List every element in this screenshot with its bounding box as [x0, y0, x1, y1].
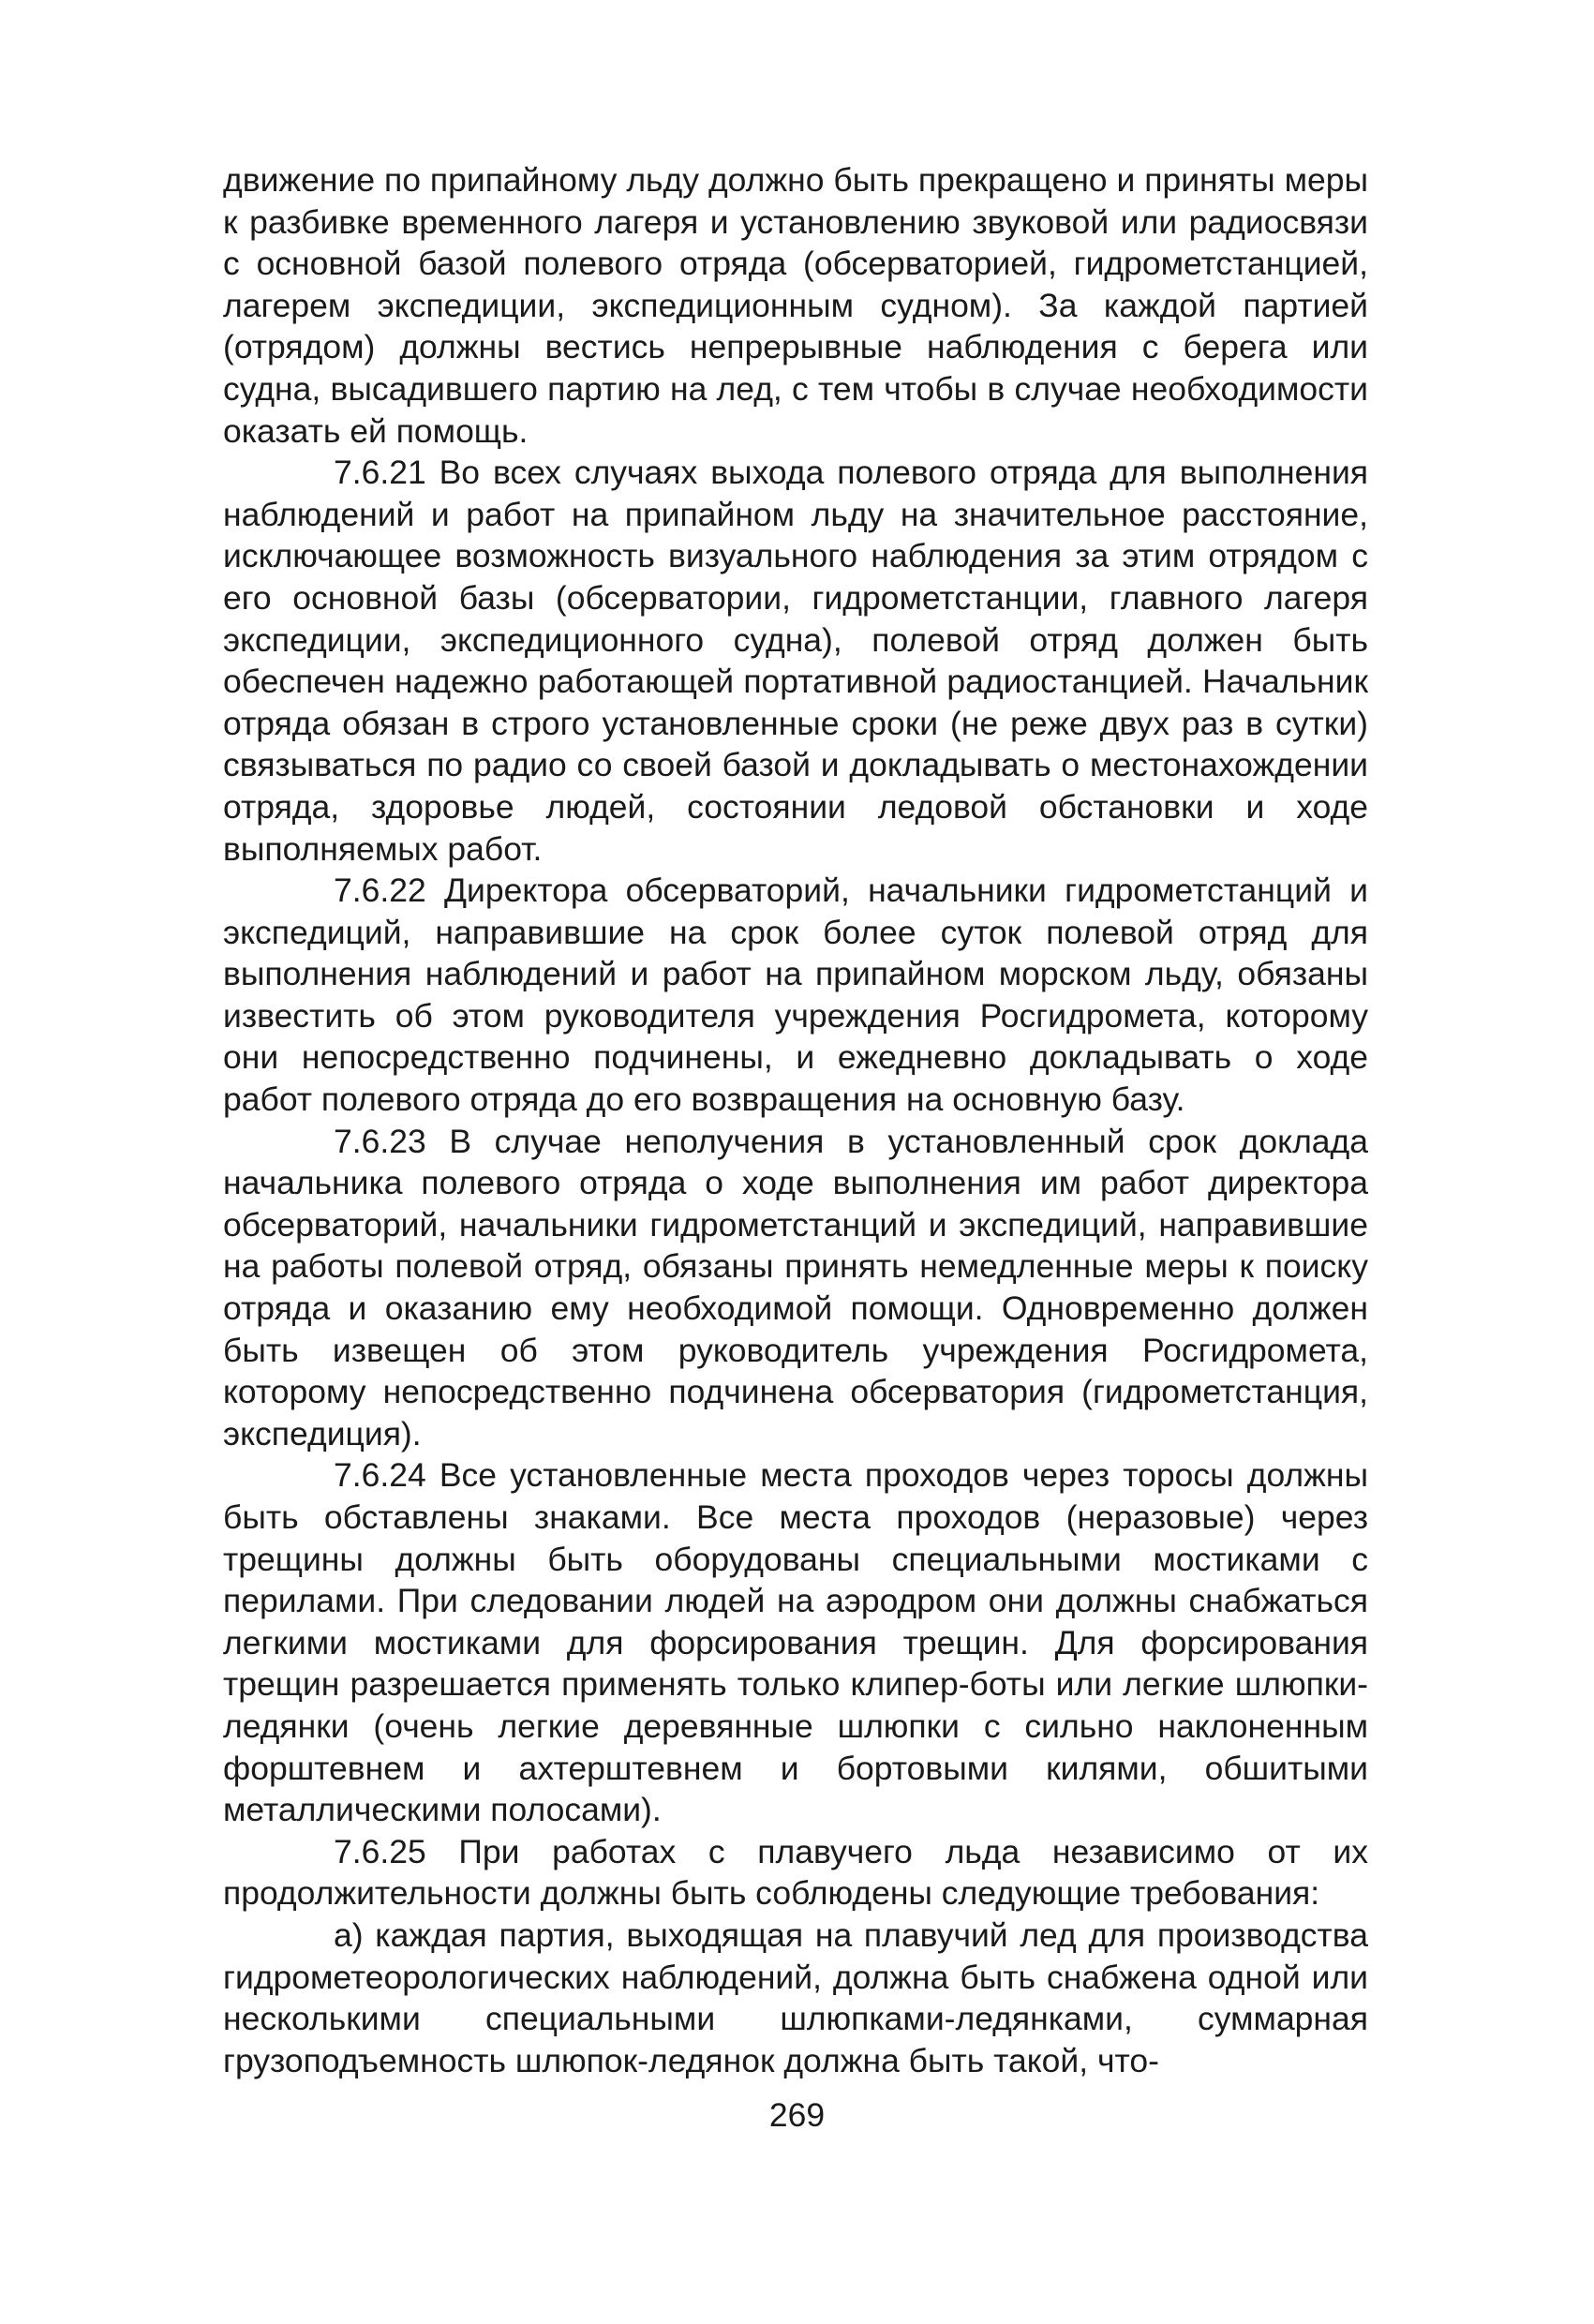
paragraph-7-6-21: 7.6.21 Во всех случаях выхода полевого отряда для выполнения наблюдений и работ на припайном льду на значительное расстояние, исключающее возможность визуального наблюдения за этим отрядом с его основной базы (обсерватории, гидрометстанции, главного лагеря экспедиции, экспедиционного судна), полевой отряд должен быть обеспечен надежно работающей портативной радиостанцией. Начальник отряда обязан в строго установленные сроки (не реже двух раз в сутки) связываться по радио со своей базой и докладывать о местонахождении отряда, здоровье людей, состоянии ледовой обстановки и ходе выполняемых работ.: [223, 454, 1368, 868]
paragraph-7-6-23: 7.6.23 В случае неполучения в установленный срок доклада начальника полевого отряда о ходе выполнения им работ директора обсерваторий, начальники гидрометстанций и экспедиций, направившие на работы полевой отряд, обязаны принять немедленные меры к поиску отряда и оказанию ему необходимой помощи. Одновременно должен быть извещен об этом руководитель учреждения Росгидромета, которому непосредственно подчинена обсерватория (гидрометстанция, экспедиция).: [223, 1122, 1368, 1452]
paragraph-continuation: движение по припайному льду должно быть прекращено и приняты меры к разбивке временного лагеря и установлению звуковой или радиосвязи с основной базой полевого отряда (обсерваторией, гидрометстанцией, лагерем экспедиции, экспедиционным судном). За каждой партией (отрядом) должны вестись непрерывные наблюдения с берега или судна, высадившего партию на лед, с тем чтобы в случае необходимости оказать ей помощь.: [223, 161, 1368, 450]
paragraph-7-6-24: 7.6.24 Все установленные места проходов через торосы должны быть обставлены знаками. Все места проходов (неразовые) через трещины должны быть оборудованы специальными мостиками с перилами. При следовании людей на аэродром они должны снабжаться легкими мостиками для форсирования трещин. Для форсирования трещин разрешается применять только клипер-боты или легкие шлюпки-ледянки (очень легкие деревянные шлюпки с сильно наклоненным форштевнем и ахтерштевнем и бортовыми килями, обшитыми металлическими полосами).: [223, 1456, 1368, 1829]
page-number: 269: [768, 2096, 826, 2134]
paragraph-7-6-22: 7.6.22 Директора обсерваторий, начальники гидрометстанций и экспедиций, направившие на срок более суток полевой отряд для выполнения наблюдений и работ на припайном морском льду, обязаны известить об этом руководителя учреждения Росгидромета, которому они непосредственно подчинены, и ежедневно докладывать о ходе работ полевого отряда до его возвращения на основную базу.: [223, 872, 1368, 1119]
paragraph-item-a: а) каждая партия, выходящая на плавучий лед для производства гидрометеорологических наблюдений, должна быть снабжена одной или несколькими специальными шлюпками-ледянками, суммарная грузоподъемность шлюпок-ледянок должна быть такой, что-: [223, 1915, 1368, 2079]
body-text: [223, 159, 1368, 2081]
paragraph-7-6-25: 7.6.25 При работах с плавучего льда независимо от их продолжительности должны быть соблюдены следующие требования:: [223, 1832, 1368, 1913]
